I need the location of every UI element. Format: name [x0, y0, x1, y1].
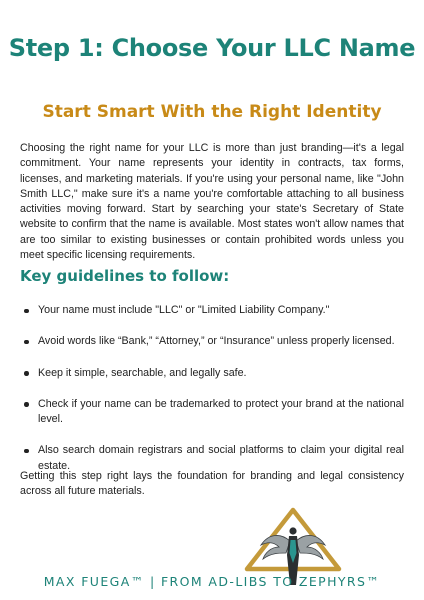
guidelines-heading: Key guidelines to follow:	[20, 267, 230, 285]
logo-figure-head	[289, 527, 296, 534]
list-item-text: Keep it simple, searchable, and legally safe.	[38, 366, 247, 379]
list-item	[20, 334, 404, 349]
bullet-icon	[24, 309, 29, 314]
list-item-text: Check if your name can be trademarked to protect your brand at the national level.	[38, 397, 404, 426]
bullet-icon	[24, 340, 29, 345]
list-item-text: Your name must include "LLC" or "Limited Liability Company."	[38, 304, 330, 316]
list-item	[20, 303, 404, 318]
intro-paragraph: Choosing the right name for your LLC is more than just branding—it's a legal commitment. Your name represents your identity in contracts, tax forms, licenses, and marketing materials. If you're using your personal name, like "John Smith LLC," make sure it's a name you're comfortable attaching to all business activities moving forward. Start by searching your state's Secretary of State website to confirm that the name is available. Most states won't allow names that are too similar to existing businesses or contain prohibited words unless you meet specific licensing requirements.	[20, 142, 404, 262]
guidelines-list	[20, 303, 404, 490]
list-item-text: Also search domain registrars and social platforms to claim your digital real estate.	[38, 444, 404, 472]
page-title: Step 1: Choose Your LLC Name	[8, 34, 416, 63]
list-item	[20, 397, 404, 428]
list-item	[20, 366, 404, 381]
page-subtitle: Start Smart With the Right Identity	[42, 102, 382, 123]
footer-brand: MAX FUEGA™ | FROM AD-LIBS TO ZEPHYRS™	[43, 574, 381, 589]
bullet-icon	[24, 449, 29, 454]
bullet-icon	[24, 371, 29, 376]
bullet-icon	[24, 402, 29, 407]
list-item-text: Avoid words like “Bank,” “Attorney,” or “Insurance” unless properly licensed.	[38, 335, 395, 348]
closing-paragraph: Getting this step right lays the foundation for branding and legal consistency across all future materials.	[20, 470, 404, 498]
